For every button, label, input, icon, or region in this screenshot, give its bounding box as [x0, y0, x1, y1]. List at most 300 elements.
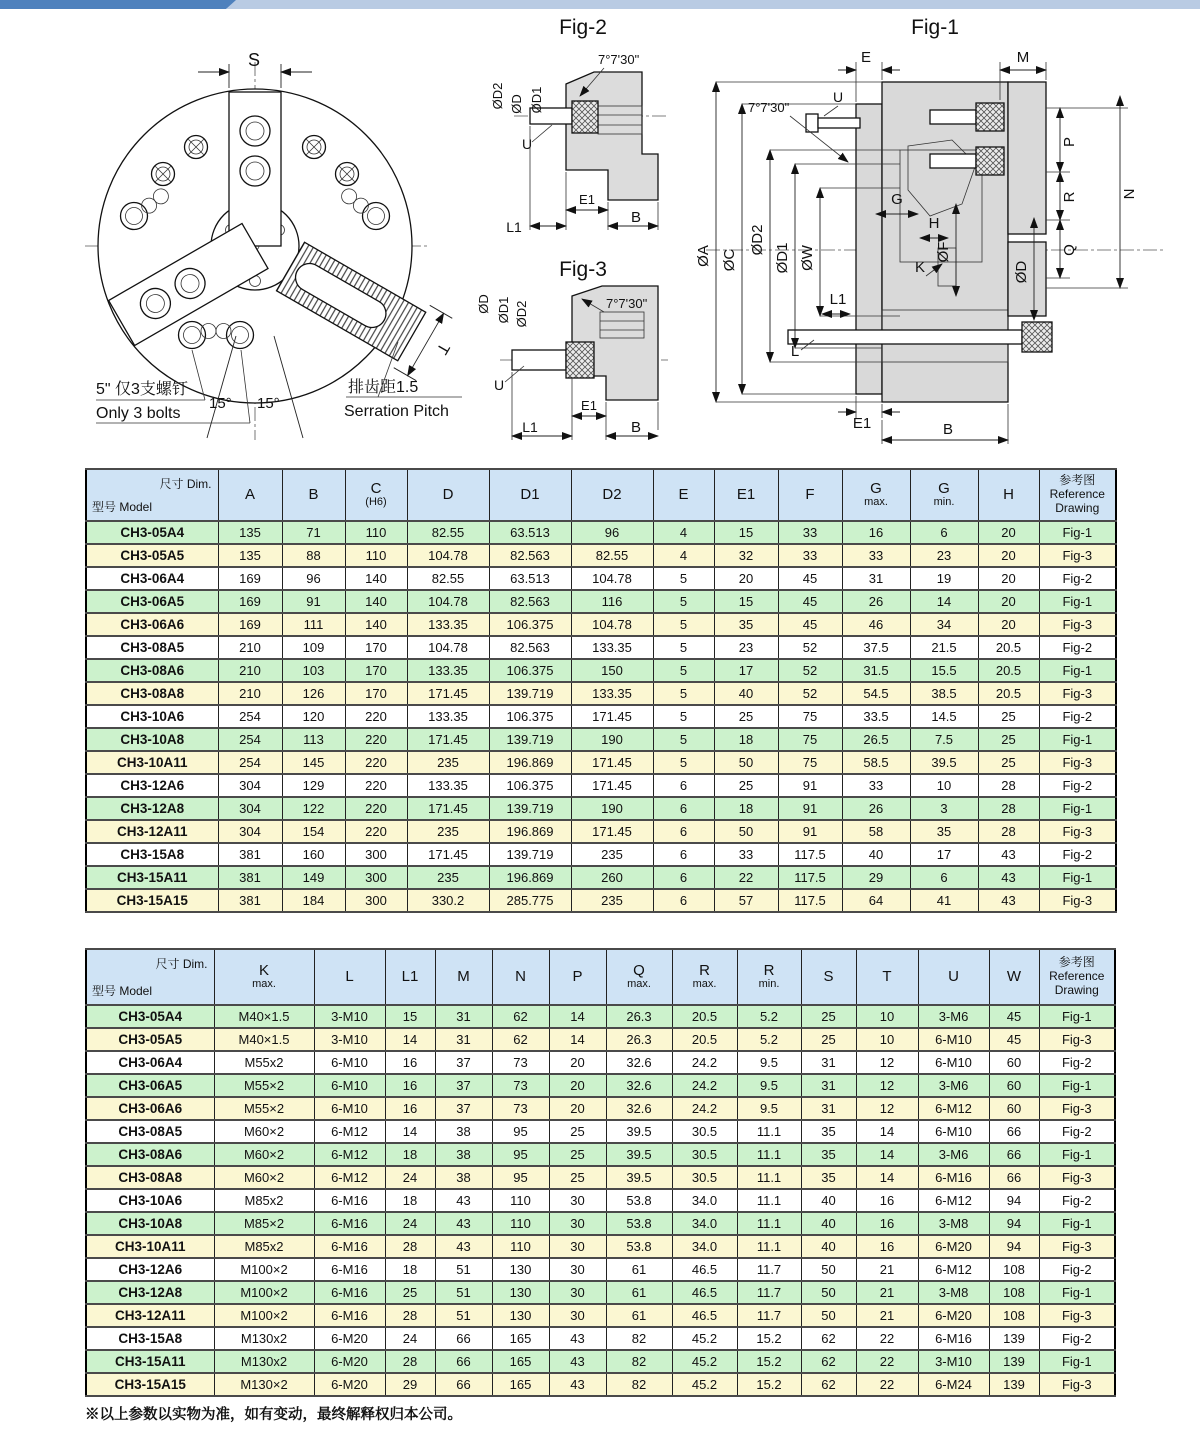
value-cell: 196.869 — [489, 820, 571, 843]
value-cell: M55x2 — [214, 1051, 314, 1074]
value-cell: 139.719 — [489, 682, 571, 705]
value-cell: 108 — [989, 1258, 1039, 1281]
value-cell: Fig-1 — [1039, 866, 1116, 889]
value-cell: 62 — [801, 1373, 856, 1396]
value-cell: 39.5 — [606, 1120, 672, 1143]
value-cell: 103 — [282, 659, 345, 682]
value-cell: 5 — [653, 567, 714, 590]
header-row — [86, 949, 1115, 1005]
value-cell: 6-M20 — [314, 1373, 385, 1396]
fig1-dia-d-label: ØD — [1013, 260, 1030, 284]
value-cell: 5 — [653, 613, 714, 636]
value-cell: 22 — [856, 1327, 918, 1350]
value-cell: 254 — [218, 705, 282, 728]
value-cell: 20.5 — [672, 1028, 737, 1051]
value-cell: 300 — [345, 889, 407, 912]
value-cell: 39.5 — [910, 751, 978, 774]
table-row — [86, 1327, 1115, 1350]
value-cell: Fig-2 — [1039, 1120, 1115, 1143]
value-cell: M60×2 — [214, 1143, 314, 1166]
value-cell: 66 — [989, 1143, 1039, 1166]
value-cell: 108 — [989, 1304, 1039, 1327]
column-header: 参考图 Reference Drawing — [1039, 469, 1116, 521]
value-cell: 31 — [801, 1097, 856, 1120]
value-cell: 52 — [778, 682, 842, 705]
cross-hole-icon — [303, 136, 326, 159]
model-cell: CH3-08A5 — [86, 636, 218, 659]
value-cell: Fig-1 — [1039, 1350, 1115, 1373]
model-cell: CH3-10A6 — [86, 705, 218, 728]
value-cell: 6-M12 — [314, 1143, 385, 1166]
value-cell: 24.2 — [672, 1074, 737, 1097]
model-cell: CH3-12A11 — [86, 1304, 214, 1327]
value-cell: 6-M10 — [918, 1051, 989, 1074]
value-cell: 17 — [910, 843, 978, 866]
value-cell: 106.375 — [489, 613, 571, 636]
value-cell: 16 — [385, 1074, 435, 1097]
fig1-e1-label: E1 — [852, 415, 872, 432]
value-cell: 63.513 — [489, 567, 571, 590]
value-cell: 18 — [714, 728, 778, 751]
fig1-dia-w-label: ØW — [799, 245, 816, 271]
value-cell: Fig-1 — [1039, 1074, 1115, 1097]
value-cell: 6-M16 — [314, 1212, 385, 1235]
value-cell: 139.719 — [489, 728, 571, 751]
value-cell: 9.5 — [737, 1074, 801, 1097]
model-cell: CH3-05A4 — [86, 521, 218, 544]
value-cell: 37.5 — [842, 636, 910, 659]
fig1-r-label: R — [1061, 191, 1078, 203]
value-cell: 3-M6 — [918, 1005, 989, 1028]
value-cell: Fig-2 — [1039, 705, 1116, 728]
value-cell: 171.45 — [407, 843, 489, 866]
value-cell: 53.8 — [606, 1212, 672, 1235]
value-cell: 28 — [385, 1235, 435, 1258]
column-header: D2 — [571, 469, 653, 521]
fig3-title: Fig-3 — [559, 258, 607, 281]
value-cell: 61 — [606, 1258, 672, 1281]
value-cell: 23 — [910, 544, 978, 567]
value-cell: 22 — [714, 866, 778, 889]
value-cell: 4 — [653, 544, 714, 567]
value-cell: 14 — [856, 1166, 918, 1189]
value-cell: 3-M10 — [314, 1005, 385, 1028]
value-cell: 52 — [778, 659, 842, 682]
fig2-e1-label: E1 — [579, 192, 595, 207]
value-cell: 5.2 — [737, 1028, 801, 1051]
value-cell: 21 — [856, 1258, 918, 1281]
value-cell: 30 — [549, 1304, 606, 1327]
value-cell: 6 — [910, 521, 978, 544]
value-cell: 61 — [606, 1281, 672, 1304]
value-cell: 381 — [218, 866, 282, 889]
value-cell: 3-M8 — [918, 1212, 989, 1235]
model-cell: CH3-06A5 — [86, 1074, 214, 1097]
fig1-m-label: M — [1016, 49, 1030, 66]
value-cell: 62 — [492, 1005, 549, 1028]
value-cell: 6-M12 — [314, 1166, 385, 1189]
fig2-title: Fig-2 — [559, 16, 607, 39]
value-cell: 33 — [714, 843, 778, 866]
fig3-angle-label: 7°7'30" — [606, 296, 648, 311]
value-cell: 96 — [571, 521, 653, 544]
angle-label-right: 15° — [257, 395, 280, 412]
value-cell: 4 — [653, 521, 714, 544]
fig1-g-label: G — [891, 191, 903, 208]
value-cell: M85x2 — [214, 1235, 314, 1258]
value-cell: 6-M16 — [918, 1327, 989, 1350]
value-cell: 51 — [435, 1258, 492, 1281]
value-cell: 25 — [714, 705, 778, 728]
fig2-angle-label: 7°7'30" — [598, 52, 640, 67]
value-cell: 169 — [218, 590, 282, 613]
value-cell: 6-M10 — [314, 1051, 385, 1074]
value-cell: 96 — [282, 567, 345, 590]
fig1-u-label: U — [833, 89, 844, 105]
value-cell: 6-M10 — [918, 1028, 989, 1051]
value-cell: 46 — [842, 613, 910, 636]
fig1-e-label: E — [860, 49, 872, 66]
table-row — [86, 1189, 1115, 1212]
value-cell: 20.5 — [978, 636, 1039, 659]
value-cell: 196.869 — [489, 751, 571, 774]
value-cell: M40×1.5 — [214, 1028, 314, 1051]
fig1-angle-label: 7°7'30" — [748, 100, 790, 115]
model-cell: CH3-08A6 — [86, 1143, 214, 1166]
value-cell: 32.6 — [606, 1074, 672, 1097]
value-cell: Fig-3 — [1039, 1097, 1115, 1120]
value-cell: 170 — [345, 636, 407, 659]
value-cell: 5 — [653, 705, 714, 728]
value-cell: 254 — [218, 751, 282, 774]
value-cell: 40 — [801, 1235, 856, 1258]
value-cell: 73 — [492, 1051, 549, 1074]
value-cell: 40 — [801, 1189, 856, 1212]
value-cell: 75 — [778, 751, 842, 774]
fig1-dia-d1-label: ØD1 — [774, 242, 791, 274]
value-cell: 130 — [492, 1258, 549, 1281]
value-cell: 110 — [345, 544, 407, 567]
value-cell: 43 — [549, 1350, 606, 1373]
value-cell: 60 — [989, 1051, 1039, 1074]
model-cell: CH3-08A8 — [86, 1166, 214, 1189]
value-cell: Fig-3 — [1039, 613, 1116, 636]
value-cell: 6-M12 — [314, 1120, 385, 1143]
value-cell: 10 — [856, 1005, 918, 1028]
fig1-q-label: Q — [1061, 244, 1078, 256]
value-cell: 11.7 — [737, 1304, 801, 1327]
column-header: U — [918, 949, 989, 1005]
fig1-b-label: B — [942, 421, 954, 438]
column-header: S — [801, 949, 856, 1005]
bolt-hole-icon — [121, 203, 148, 230]
corner-header — [86, 469, 218, 521]
value-cell: 39.5 — [606, 1166, 672, 1189]
value-cell: 5 — [653, 590, 714, 613]
fig1-dia-c-label: ØC — [721, 248, 738, 272]
note-serration-en: Serration Pitch — [344, 403, 449, 420]
table-row — [86, 1051, 1115, 1074]
value-cell: 110 — [492, 1189, 549, 1212]
value-cell: 6-M10 — [918, 1120, 989, 1143]
table-row — [86, 1074, 1115, 1097]
model-cell: CH3-05A5 — [86, 544, 218, 567]
value-cell: 40 — [714, 682, 778, 705]
value-cell: 25 — [549, 1143, 606, 1166]
value-cell: 14 — [856, 1120, 918, 1143]
value-cell: 210 — [218, 682, 282, 705]
value-cell: 37 — [435, 1097, 492, 1120]
value-cell: 7.5 — [910, 728, 978, 751]
value-cell: 24.2 — [672, 1051, 737, 1074]
value-cell: 31 — [842, 567, 910, 590]
corner-model-label: 型号 Model — [92, 984, 153, 998]
value-cell: 10 — [856, 1028, 918, 1051]
value-cell: 14 — [385, 1120, 435, 1143]
value-cell: 28 — [385, 1350, 435, 1373]
value-cell: 120 — [282, 705, 345, 728]
note-serration-cn: 排齿距1.5 — [348, 379, 419, 396]
value-cell: 32 — [714, 544, 778, 567]
value-cell: 104.78 — [407, 636, 489, 659]
value-cell: 66 — [989, 1120, 1039, 1143]
fig1-dia-f-label: ØF — [935, 241, 952, 263]
bolt-hole-icon — [227, 322, 254, 349]
value-cell: 31 — [801, 1051, 856, 1074]
value-cell: 82 — [606, 1350, 672, 1373]
value-cell: Fig-2 — [1039, 1258, 1115, 1281]
value-cell: 6 — [653, 820, 714, 843]
footnote: ※以上参数以实物为准，如有变动，最终解释权归本公司。 — [85, 1407, 462, 1423]
value-cell: 60 — [989, 1097, 1039, 1120]
value-cell: M100×2 — [214, 1258, 314, 1281]
value-cell: 133.35 — [407, 613, 489, 636]
value-cell: 66 — [435, 1373, 492, 1396]
value-cell: 14 — [856, 1143, 918, 1166]
value-cell: 51 — [435, 1304, 492, 1327]
value-cell: 381 — [218, 843, 282, 866]
model-cell: CH3-10A8 — [86, 728, 218, 751]
value-cell: 24 — [385, 1166, 435, 1189]
model-cell: CH3-08A5 — [86, 1120, 214, 1143]
value-cell: 6-M12 — [918, 1097, 989, 1120]
value-cell: 30 — [549, 1189, 606, 1212]
value-cell: 6-M20 — [918, 1235, 989, 1258]
value-cell: 20 — [978, 567, 1039, 590]
table-row — [86, 866, 1116, 889]
value-cell: 45.2 — [672, 1350, 737, 1373]
value-cell: 12 — [856, 1074, 918, 1097]
value-cell: 113 — [282, 728, 345, 751]
value-cell: 139 — [989, 1327, 1039, 1350]
value-cell: 21.5 — [910, 636, 978, 659]
value-cell: 18 — [385, 1258, 435, 1281]
value-cell: 62 — [492, 1028, 549, 1051]
value-cell: Fig-3 — [1039, 820, 1116, 843]
value-cell: Fig-2 — [1039, 843, 1116, 866]
value-cell: 50 — [714, 820, 778, 843]
table-row — [86, 1281, 1115, 1304]
bolt-hole-icon — [363, 203, 390, 230]
column-header: T — [856, 949, 918, 1005]
value-cell: 6-M24 — [918, 1373, 989, 1396]
fig1-l1-label: L1 — [829, 291, 847, 308]
column-header: B — [282, 469, 345, 521]
column-header: G max. — [842, 469, 910, 521]
value-cell: 30 — [549, 1235, 606, 1258]
value-cell: 20 — [549, 1097, 606, 1120]
value-cell: 24 — [385, 1212, 435, 1235]
value-cell: M130×2 — [214, 1373, 314, 1396]
value-cell: 20 — [978, 521, 1039, 544]
value-cell: Fig-3 — [1039, 1304, 1115, 1327]
value-cell: 14 — [549, 1028, 606, 1051]
value-cell: 171.45 — [407, 797, 489, 820]
value-cell: 145 — [282, 751, 345, 774]
value-cell: 45 — [778, 567, 842, 590]
cross-hole-icon — [152, 163, 175, 186]
value-cell: 11.1 — [737, 1189, 801, 1212]
value-cell: 71 — [282, 521, 345, 544]
value-cell: 133.35 — [571, 682, 653, 705]
model-cell: CH3-12A6 — [86, 1258, 214, 1281]
value-cell: 117.5 — [778, 843, 842, 866]
value-cell: 3-M6 — [918, 1074, 989, 1097]
value-cell: 94 — [989, 1212, 1039, 1235]
corner-header — [86, 949, 214, 1005]
note-bolts-en: Only 3 bolts — [96, 405, 181, 422]
technical-drawings — [0, 4, 1200, 466]
value-cell: 30.5 — [672, 1120, 737, 1143]
model-cell: CH3-12A8 — [86, 1281, 214, 1304]
value-cell: 165 — [492, 1373, 549, 1396]
value-cell: 150 — [571, 659, 653, 682]
value-cell: 53.8 — [606, 1189, 672, 1212]
corner-model-label: 型号 Model — [92, 500, 153, 514]
value-cell: 58 — [842, 820, 910, 843]
table-row — [86, 1143, 1115, 1166]
value-cell: 3-M6 — [918, 1143, 989, 1166]
fig2-l1-label: L1 — [506, 219, 522, 235]
model-cell: CH3-06A5 — [86, 590, 218, 613]
value-cell: 28 — [385, 1304, 435, 1327]
value-cell: 220 — [345, 774, 407, 797]
value-cell: 82.55 — [571, 544, 653, 567]
value-cell: 6-M20 — [918, 1304, 989, 1327]
value-cell: 140 — [345, 613, 407, 636]
top-jaw — [229, 92, 281, 246]
value-cell: 9.5 — [737, 1097, 801, 1120]
value-cell: 33.5 — [842, 705, 910, 728]
value-cell: 35 — [801, 1120, 856, 1143]
value-cell: 35 — [910, 820, 978, 843]
value-cell: Fig-2 — [1039, 1189, 1115, 1212]
value-cell: 11.1 — [737, 1120, 801, 1143]
value-cell: 235 — [407, 820, 489, 843]
column-header: R max. — [672, 949, 737, 1005]
value-cell: 190 — [571, 797, 653, 820]
value-cell: Fig-3 — [1039, 889, 1116, 912]
value-cell: 32.6 — [606, 1051, 672, 1074]
value-cell: 6-M16 — [314, 1258, 385, 1281]
corner-dim-label: 尺寸 Dim. — [159, 477, 212, 491]
value-cell: 6 — [653, 774, 714, 797]
value-cell: 304 — [218, 820, 282, 843]
value-cell: 6-M12 — [918, 1258, 989, 1281]
table-row — [86, 1166, 1115, 1189]
value-cell: 20.5 — [978, 682, 1039, 705]
value-cell: 25 — [978, 728, 1039, 751]
value-cell: 5 — [653, 659, 714, 682]
value-cell: 26.5 — [842, 728, 910, 751]
fig3-b-label: B — [630, 419, 642, 436]
model-cell: CH3-06A6 — [86, 1097, 214, 1120]
column-header: R min. — [737, 949, 801, 1005]
value-cell: 43 — [978, 843, 1039, 866]
value-cell: 11.1 — [737, 1143, 801, 1166]
value-cell: 34.0 — [672, 1212, 737, 1235]
fig2-drawing — [490, 16, 666, 235]
dimension-table-main — [85, 468, 1117, 913]
value-cell: 6 — [653, 866, 714, 889]
model-cell: CH3-15A8 — [86, 843, 218, 866]
value-cell: 220 — [345, 797, 407, 820]
angle-label-left: 15° — [209, 395, 232, 412]
value-cell: 46.5 — [672, 1304, 737, 1327]
value-cell: 45.2 — [672, 1373, 737, 1396]
value-cell: 43 — [978, 889, 1039, 912]
table-row — [86, 636, 1116, 659]
value-cell: 16 — [856, 1212, 918, 1235]
value-cell: 25 — [978, 705, 1039, 728]
model-cell: CH3-06A6 — [86, 613, 218, 636]
value-cell: 170 — [345, 659, 407, 682]
value-cell: 50 — [801, 1304, 856, 1327]
value-cell: 117.5 — [778, 866, 842, 889]
model-cell: CH3-15A8 — [86, 1327, 214, 1350]
value-cell: 6-M20 — [314, 1350, 385, 1373]
value-cell: 50 — [714, 751, 778, 774]
value-cell: 169 — [218, 613, 282, 636]
value-cell: Fig-3 — [1039, 1373, 1115, 1396]
column-header: L — [314, 949, 385, 1005]
model-cell: CH3-06A4 — [86, 567, 218, 590]
column-header: M — [435, 949, 492, 1005]
value-cell: 73 — [492, 1097, 549, 1120]
value-cell: 31 — [801, 1074, 856, 1097]
column-header: A — [218, 469, 282, 521]
value-cell: 110 — [492, 1235, 549, 1258]
value-cell: 26.3 — [606, 1005, 672, 1028]
value-cell: 33 — [778, 521, 842, 544]
value-cell: Fig-3 — [1039, 1166, 1115, 1189]
value-cell: 38 — [435, 1120, 492, 1143]
value-cell: 26 — [842, 590, 910, 613]
value-cell: 25 — [549, 1166, 606, 1189]
fig2-dia-d1-label: ØD1 — [529, 86, 544, 114]
value-cell: M130x2 — [214, 1327, 314, 1350]
value-cell: 109 — [282, 636, 345, 659]
value-cell: 28 — [978, 820, 1039, 843]
value-cell: 3 — [910, 797, 978, 820]
model-cell: CH3-12A8 — [86, 797, 218, 820]
value-cell: 30 — [549, 1258, 606, 1281]
value-cell: 53.8 — [606, 1235, 672, 1258]
table-row — [86, 751, 1116, 774]
value-cell: 16 — [856, 1189, 918, 1212]
value-cell: 6 — [653, 843, 714, 866]
column-header: F — [778, 469, 842, 521]
